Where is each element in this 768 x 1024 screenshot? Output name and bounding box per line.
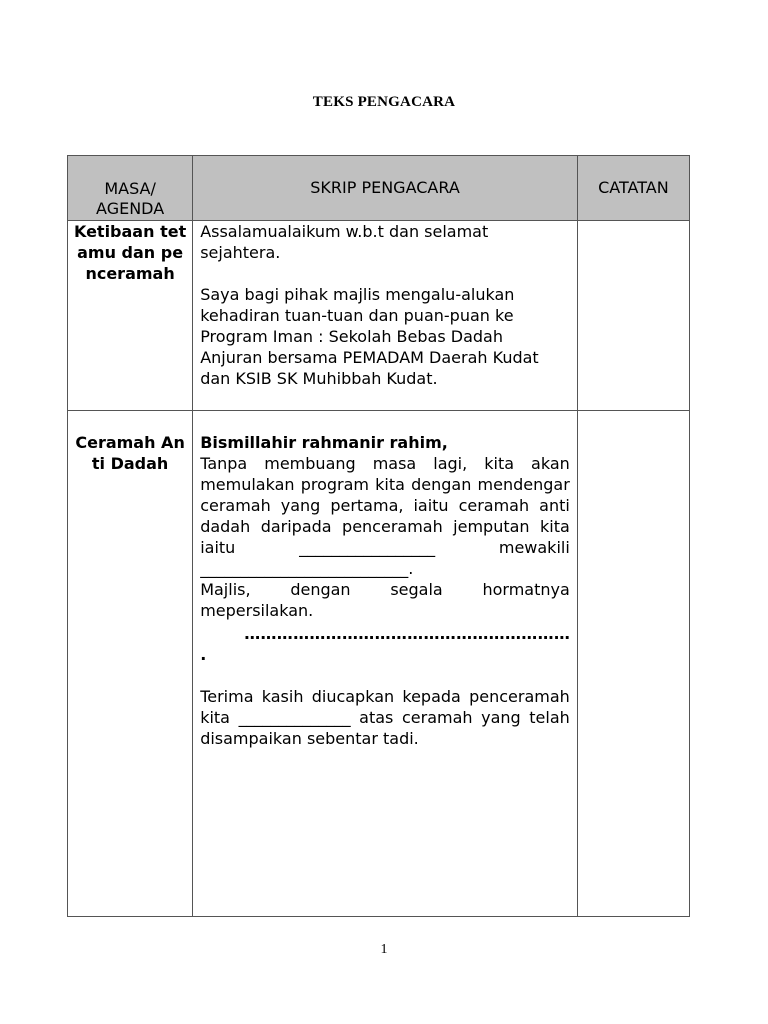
table-row [68,221,690,411]
dotted-line: …………………………………………………… [244,624,571,643]
thanks-text [200,686,570,749]
page-number: 1 [380,942,388,957]
header-catatan-cell [577,156,689,221]
organization-blank: __________________________. [200,559,414,578]
table-row [68,411,690,917]
agenda-cell [68,221,193,411]
thanks-end: atas ceramah yang telah disampaikan sebentar tadi. [200,708,570,748]
script-cell [193,411,578,917]
header-skrip: SKRIP PENGACARA [310,177,460,197]
welcome-text: Saya bagi pihak majlis mengalu-alukan kehadiran tuan-tuan dan puan-puan ke Program Iman : Sekolah Bebas Dadah Anjuran bersama PEMADAM Daerah Kudat dan KSIB SK Muhibbah Kudat. [200,285,539,388]
mewakili-text: mewakili [498,538,570,557]
dotted-line-end: . [200,645,207,664]
agenda-text: Ketibaan tetamu dan penceramah [73,222,187,283]
notes-cell [577,411,689,917]
opening-text: Bismillahir rahmanir rahim, [200,433,448,452]
intro-body: Tanpa membuang masa lagi, kita akan memulakan program kita dengan mendengar ceramah yang pertama, iaitu ceramah anti dadah daripada penceramah jemputan kita iaitu [200,454,570,557]
intro-text [200,453,570,579]
script-table [67,155,690,917]
thanks-blank: ______________ [238,708,351,727]
speaker-blank: _________________ [299,538,436,557]
agenda-cell [68,411,193,917]
document-title: TEKS PENGACARA [312,94,456,110]
invite-text: Majlis, dengan segala hormatnya mepersilakan. [200,580,570,620]
agenda-text: Ceramah Anti Dadah [75,433,185,473]
script-cell [193,221,578,411]
table-header-row [68,156,690,221]
header-masa-cell [68,156,193,221]
greeting-text: Assalamualaikum w.b.t dan selamat sejahtera. [200,222,489,262]
thanks-start: Terima kasih diucapkan kepada penceramah kita [200,687,570,727]
header-catatan: CATATAN [598,177,669,197]
header-skrip-cell [193,156,578,221]
header-masa: MASA/ AGENDA [96,179,165,218]
notes-cell [577,221,689,411]
